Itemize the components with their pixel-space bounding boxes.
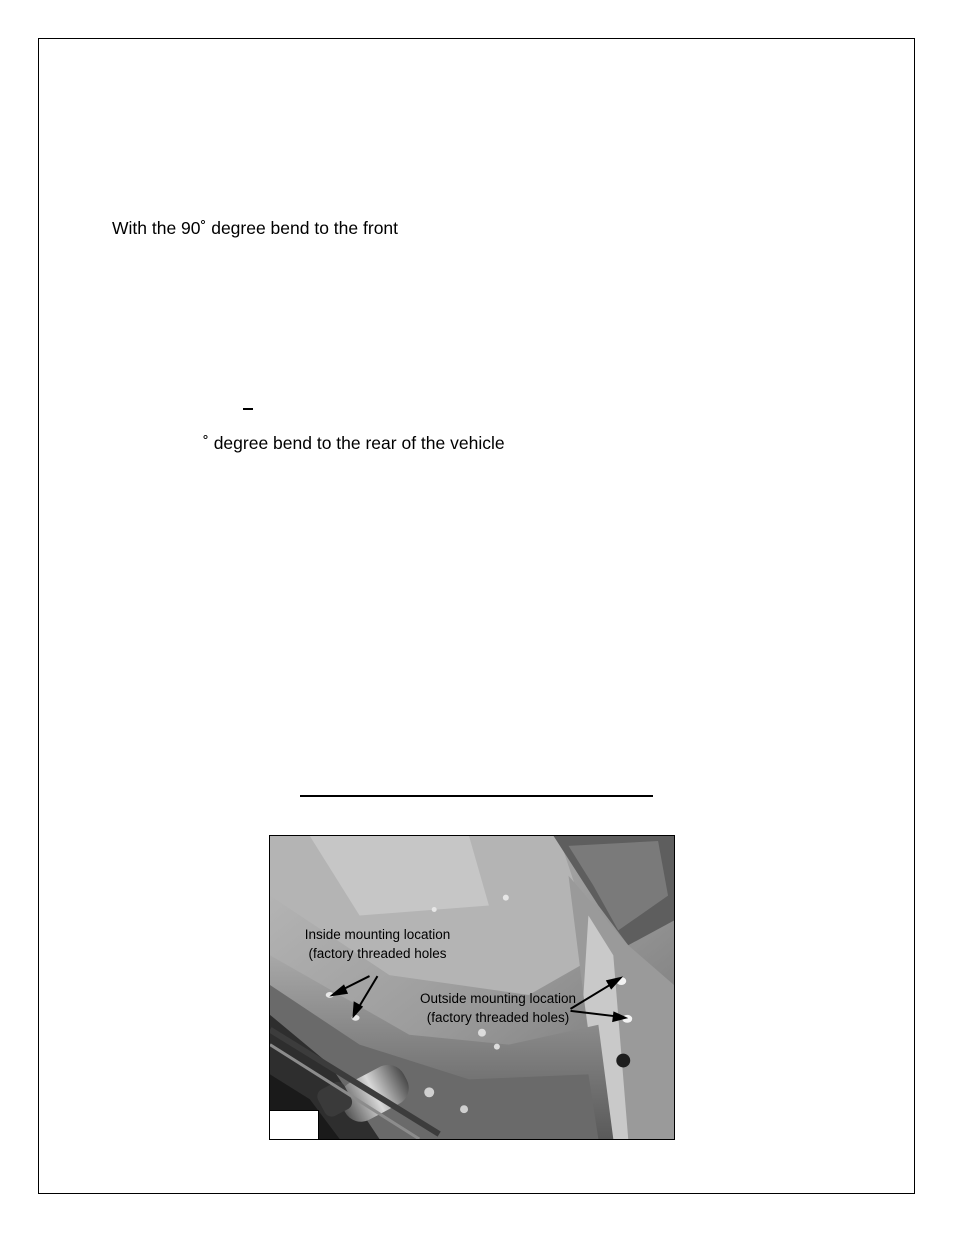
label-inside-line2: (factory threaded holes <box>308 946 447 961</box>
dash-mark <box>243 408 253 410</box>
mounting-location-photo <box>269 835 675 1140</box>
instruction-rear-bend: ˚ degree bend to the rear of the vehicle <box>203 433 505 453</box>
figure-tag-box <box>270 1110 319 1139</box>
label-outside-line2: (factory threaded holes) <box>426 1010 570 1025</box>
label-outside-line1: Outside mounting location <box>419 991 577 1006</box>
instruction-front-bend: With the 90˚ degree bend to the front <box>112 218 399 238</box>
label-inside-line1: Inside mounting location <box>304 927 451 942</box>
undercarriage-photo-graphic <box>270 836 674 1139</box>
caption-underline <box>300 795 653 797</box>
